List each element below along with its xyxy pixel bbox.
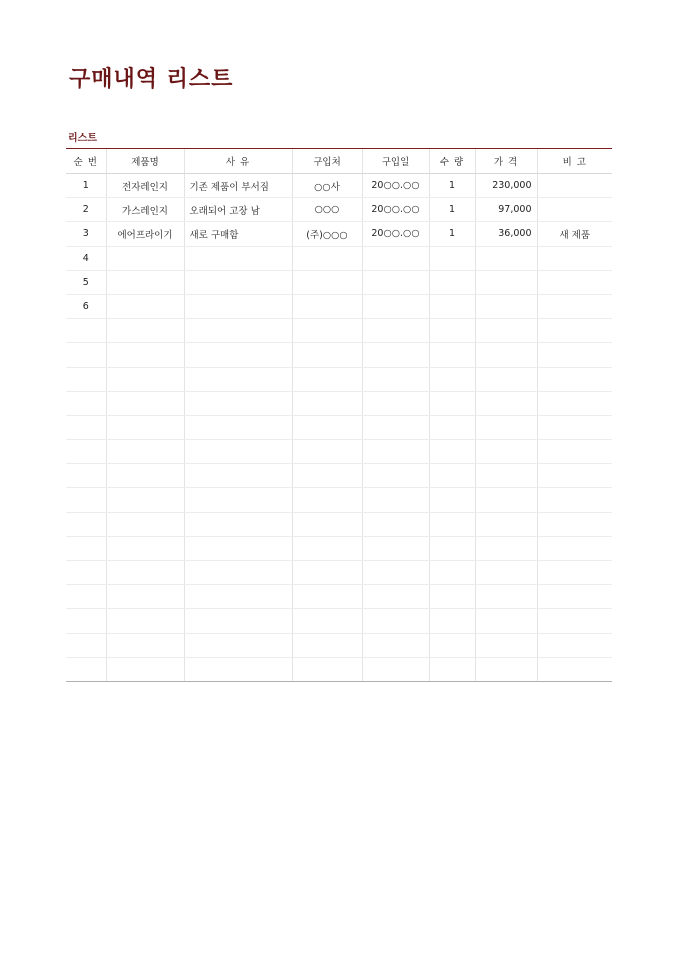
cell-qty: 1 [429, 222, 475, 246]
cell-no [66, 464, 106, 488]
cell-store [292, 343, 362, 367]
table-row [66, 319, 612, 343]
cell-store [292, 633, 362, 657]
cell-product [106, 488, 184, 512]
cell-date [362, 561, 429, 585]
cell-product [106, 585, 184, 609]
cell-date [362, 415, 429, 439]
cell-note [537, 270, 612, 294]
cell-qty [429, 633, 475, 657]
cell-date [362, 391, 429, 415]
cell-store [292, 609, 362, 633]
cell-store [292, 464, 362, 488]
cell-reason [184, 512, 292, 536]
table-row [66, 609, 612, 633]
cell-store [292, 488, 362, 512]
cell-product [106, 391, 184, 415]
cell-product: 에어프라이기 [106, 222, 184, 246]
cell-qty [429, 585, 475, 609]
cell-no [66, 536, 106, 560]
cell-reason [184, 488, 292, 512]
table-row [66, 657, 612, 681]
cell-reason [184, 464, 292, 488]
column-header-qty: 수 량 [429, 149, 475, 174]
cell-qty [429, 657, 475, 681]
cell-no [66, 391, 106, 415]
cell-qty [429, 440, 475, 464]
column-header-date: 구입일 [362, 149, 429, 174]
cell-product [106, 319, 184, 343]
cell-price [475, 561, 537, 585]
cell-price [475, 294, 537, 318]
cell-store [292, 294, 362, 318]
cell-store [292, 391, 362, 415]
cell-store [292, 246, 362, 270]
cell-no [66, 609, 106, 633]
table-row [66, 585, 612, 609]
cell-price [475, 270, 537, 294]
cell-date [362, 536, 429, 560]
cell-date [362, 657, 429, 681]
cell-note [537, 198, 612, 222]
cell-reason [184, 391, 292, 415]
cell-no: 2 [66, 198, 106, 222]
cell-reason [184, 367, 292, 391]
cell-reason [184, 415, 292, 439]
cell-qty [429, 270, 475, 294]
cell-product [106, 657, 184, 681]
cell-no [66, 440, 106, 464]
cell-date [362, 270, 429, 294]
cell-price [475, 319, 537, 343]
cell-no [66, 657, 106, 681]
cell-qty [429, 294, 475, 318]
table-row [66, 222, 612, 246]
cell-product [106, 633, 184, 657]
cell-note [537, 294, 612, 318]
cell-qty [429, 512, 475, 536]
cell-qty [429, 319, 475, 343]
table-row [66, 174, 612, 198]
cell-qty: 1 [429, 174, 475, 198]
cell-no [66, 343, 106, 367]
cell-note [537, 464, 612, 488]
cell-reason [184, 270, 292, 294]
cell-reason: 기존 제품이 부서짐 [184, 174, 292, 198]
cell-qty [429, 609, 475, 633]
cell-product [106, 367, 184, 391]
cell-note [537, 561, 612, 585]
cell-no [66, 488, 106, 512]
cell-price: 97,000 [475, 198, 537, 222]
cell-product: 전자레인지 [106, 174, 184, 198]
cell-note [537, 246, 612, 270]
cell-reason [184, 319, 292, 343]
table-row [66, 633, 612, 657]
cell-price [475, 512, 537, 536]
cell-price [475, 609, 537, 633]
cell-price [475, 343, 537, 367]
cell-note [537, 440, 612, 464]
cell-qty [429, 367, 475, 391]
cell-note: 새 제품 [537, 222, 612, 246]
cell-reason [184, 585, 292, 609]
cell-price [475, 367, 537, 391]
cell-reason [184, 536, 292, 560]
table-row [66, 561, 612, 585]
cell-price [475, 585, 537, 609]
table-row [66, 367, 612, 391]
table-row [66, 343, 612, 367]
cell-qty [429, 246, 475, 270]
table-row [66, 270, 612, 294]
cell-qty [429, 561, 475, 585]
cell-date [362, 585, 429, 609]
cell-note [537, 319, 612, 343]
cell-product [106, 512, 184, 536]
cell-price [475, 657, 537, 681]
column-header-price: 가 격 [475, 149, 537, 174]
cell-date [362, 343, 429, 367]
cell-date: 20○○.○○ [362, 222, 429, 246]
column-header-no: 순 번 [66, 149, 106, 174]
cell-note [537, 391, 612, 415]
cell-note [537, 512, 612, 536]
purchase-table [66, 148, 612, 682]
cell-no: 4 [66, 246, 106, 270]
column-header-product: 제품명 [106, 149, 184, 174]
cell-note [537, 585, 612, 609]
cell-price [475, 536, 537, 560]
cell-no: 5 [66, 270, 106, 294]
cell-store [292, 657, 362, 681]
table-row [66, 440, 612, 464]
cell-qty [429, 464, 475, 488]
cell-date [362, 633, 429, 657]
cell-store [292, 561, 362, 585]
cell-product: 가스레인지 [106, 198, 184, 222]
cell-store [292, 585, 362, 609]
cell-date [362, 367, 429, 391]
cell-store: ○○○ [292, 198, 362, 222]
column-header-store: 구입처 [292, 149, 362, 174]
cell-reason [184, 343, 292, 367]
column-header-note: 비 고 [537, 149, 612, 174]
cell-product [106, 440, 184, 464]
cell-no [66, 512, 106, 536]
cell-no [66, 415, 106, 439]
cell-note [537, 488, 612, 512]
cell-date [362, 609, 429, 633]
cell-note [537, 343, 612, 367]
cell-price [475, 488, 537, 512]
table-row [66, 464, 612, 488]
cell-date [362, 246, 429, 270]
column-header-reason: 사 유 [184, 149, 292, 174]
cell-price [475, 464, 537, 488]
cell-price [475, 391, 537, 415]
cell-date: 20○○.○○ [362, 198, 429, 222]
cell-product [106, 536, 184, 560]
cell-no [66, 319, 106, 343]
table-row [66, 246, 612, 270]
cell-date: 20○○.○○ [362, 174, 429, 198]
cell-note [537, 415, 612, 439]
cell-note [537, 367, 612, 391]
cell-no [66, 561, 106, 585]
cell-product [106, 415, 184, 439]
cell-reason [184, 657, 292, 681]
cell-no [66, 367, 106, 391]
table-body [66, 174, 612, 682]
cell-date [362, 440, 429, 464]
cell-note [537, 609, 612, 633]
cell-store [292, 440, 362, 464]
cell-note [537, 633, 612, 657]
cell-no: 3 [66, 222, 106, 246]
cell-store [292, 319, 362, 343]
cell-qty [429, 415, 475, 439]
cell-qty [429, 391, 475, 415]
cell-no: 1 [66, 174, 106, 198]
page-title: 구매내역 리스트 [69, 67, 234, 92]
table-row [66, 488, 612, 512]
cell-note [537, 174, 612, 198]
cell-product [106, 609, 184, 633]
table-row [66, 512, 612, 536]
table-row [66, 198, 612, 222]
cell-product [106, 343, 184, 367]
cell-date [362, 294, 429, 318]
section-label: 리스트 [68, 133, 97, 144]
cell-reason [184, 246, 292, 270]
cell-store: (주)○○○ [292, 222, 362, 246]
cell-note [537, 536, 612, 560]
cell-no [66, 633, 106, 657]
cell-price [475, 415, 537, 439]
cell-note [537, 657, 612, 681]
cell-reason [184, 561, 292, 585]
cell-price [475, 633, 537, 657]
cell-store [292, 415, 362, 439]
cell-store [292, 512, 362, 536]
table-row [66, 294, 612, 318]
table-row [66, 391, 612, 415]
cell-store [292, 367, 362, 391]
cell-product [106, 464, 184, 488]
cell-reason [184, 294, 292, 318]
cell-date [362, 488, 429, 512]
cell-price: 230,000 [475, 174, 537, 198]
cell-store: ○○사 [292, 174, 362, 198]
cell-price [475, 246, 537, 270]
cell-price: 36,000 [475, 222, 537, 246]
cell-product [106, 270, 184, 294]
cell-product [106, 561, 184, 585]
cell-store [292, 270, 362, 294]
cell-reason: 새로 구매함 [184, 222, 292, 246]
cell-no: 6 [66, 294, 106, 318]
cell-qty [429, 536, 475, 560]
table-header-row [66, 149, 612, 174]
cell-qty: 1 [429, 198, 475, 222]
cell-reason [184, 609, 292, 633]
table-row [66, 536, 612, 560]
cell-store [292, 536, 362, 560]
cell-qty [429, 488, 475, 512]
cell-no [66, 585, 106, 609]
cell-product [106, 294, 184, 318]
cell-price [475, 440, 537, 464]
cell-qty [429, 343, 475, 367]
cell-date [362, 464, 429, 488]
cell-reason [184, 440, 292, 464]
cell-reason [184, 633, 292, 657]
cell-reason: 오래되어 고장 남 [184, 198, 292, 222]
cell-date [362, 319, 429, 343]
cell-date [362, 512, 429, 536]
cell-product [106, 246, 184, 270]
table-row [66, 415, 612, 439]
